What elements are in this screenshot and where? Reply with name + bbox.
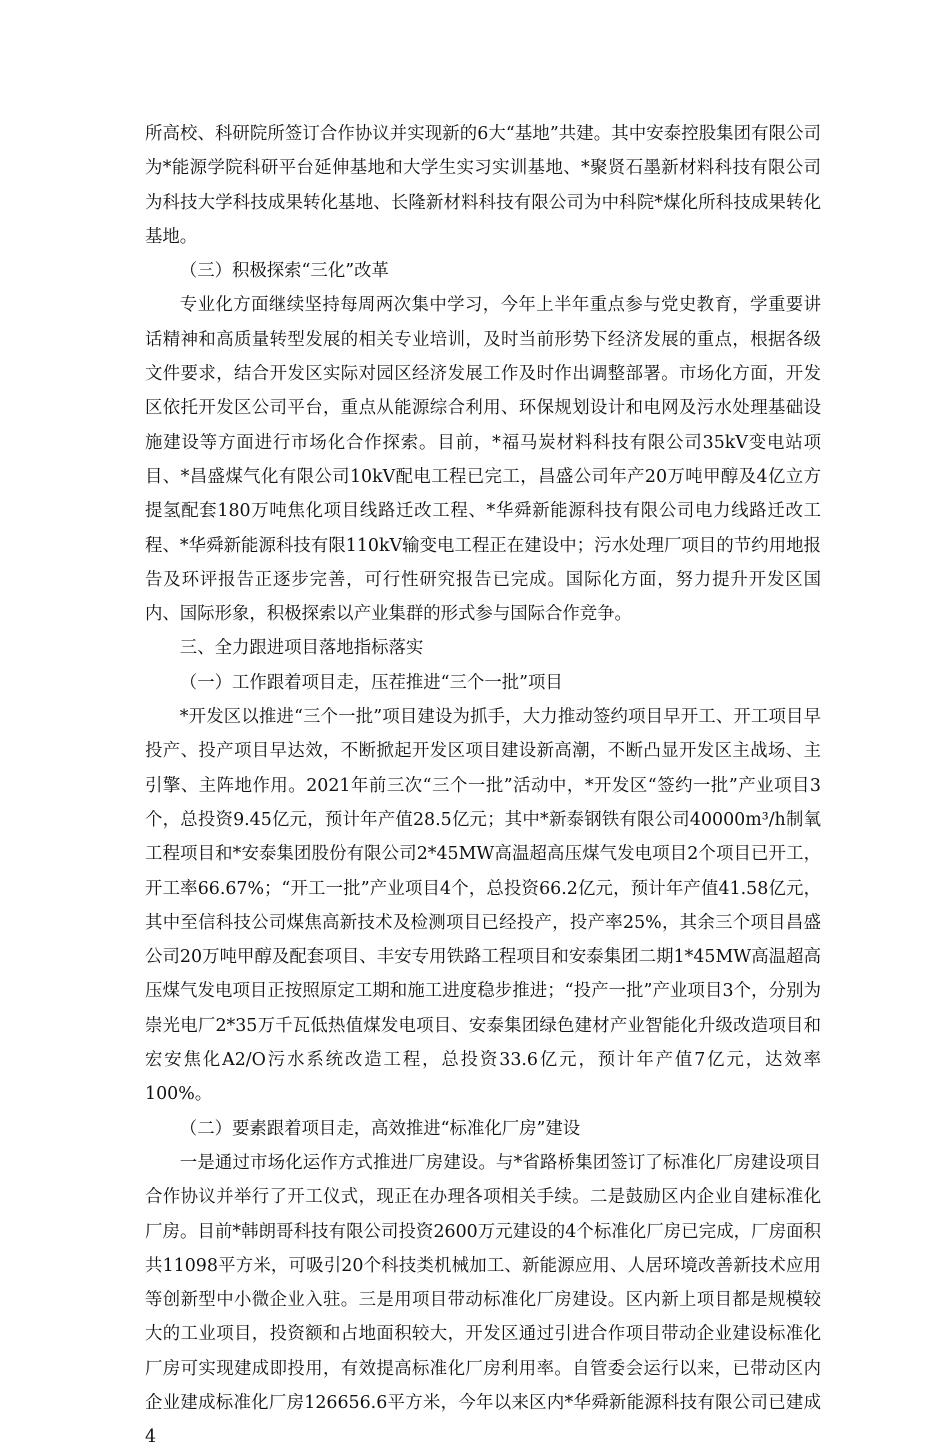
paragraph-standard-factories: 一是通过市场化运作方式推进厂房建设。与*省路桥集团签订了标准化厂房建设项目合作协议并举行了开工仪式，现正在办理各项相关手续。二是鼓励区内企业自建标准化厂房。目前*韩朗哥科技有限公司投资2600万元建设的4个标准化厂房已完成，厂房面积共11098平方米，可吸引20个科技类机械加工、新能源应用、人居环境改善新技术应用等创新型中小微企业入驻。三是用项目带动标准化厂房建设。区内新上项目都是规模较大的工业项目，投资额和占地面积较大，开发区通过引进合作项目带动企业建设标准化厂房可实现建成即投用，有效提高标准化厂房利用率。自管委会运行以来，已带动区内企业建成标准化厂房126656.6平方米，今年以来区内*华舜新能源科技有限公司已建成4 (145, 1152, 821, 1448)
heading-standard-factories: （二）要素跟着项目走，高效推进“标准化厂房”建设 (179, 1118, 581, 1139)
paragraph-reforms: 专业化方面继续坚持每周两次集中学习，今年上半年重点参与党史教育，学重要讲话精神和高质量转型发展的相关专业培训，及时当前形势下经济发展的重点，根据各级文件要求，结合开发区实际对园区经济发展工作及时作出调整部署。市场化方面，开发区依托开发区公司平台，重点从能源综合利用、环保规划设计和电网及污水处理基础设施建设等方面进行市场化合作探索。目前，*福马炭材料科技有限公司35kV变电站项目、*昌盛煤气化有限公司10kV配电工程已完工，昌盛公司年产20万吨甲醇及4亿立方提氢配套180万吨焦化项目线路迁改工程、*华舜新能源科技有限公司电力线路迁改工程、*华舜新能源科技有限110kV输变电工程正在建设中；污水处理厂项目的节约用地报告及环评报告正逐步完善，可行性研究报告已完成。国际化方面，努力提升开发区国内、国际形象，积极探索以产业集群的形式参与国际合作竞争。 (145, 295, 821, 625)
heading-section-three: 三、全力跟进项目落地指标落实 (179, 638, 424, 659)
document-body (145, 117, 821, 1455)
paragraph-three-batches: *开发区以推进“三个一批”项目建设为抓手，大力推动签约项目早开工、开工项目早投产、投产项目早达效，不断掀起开发区项目建设新高潮，不断凸显开发区主战场、主引擎、主阵地作用。2021年前三次“三个一批”活动中，*开发区“签约一批”产业项目3个，总投资9.45亿元，预计年产值28.5亿元；其中*新泰钢铁有限公司40000m³/h制氧工程项目和*安泰集团股份有限公司2*45MW高温超高压煤气发电项目2个项目已开工，开工率66.67%；“开工一批”产业项目4个，总投资66.2亿元，预计年产值41.58亿元，其中至信科技公司煤焦高新技术及检测项目已经投产，投产率25%，其余三个项目昌盛公司20万吨甲醇及配套项目、丰安专用铁路工程项目和安泰集团二期1*45MW高温超高压煤气发电项目正按照原定工期和施工进度稳步推进；“投产一批”产业项目3个，分别为崇光电厂2*35万千瓦低热值煤发电项目、安泰集团绿色建材产业智能化升级改造项目和宏安焦化A2/O污水系统改造工程，总投资33.6亿元，预计年产值7亿元，达效率100%。 (145, 707, 821, 1105)
heading-three-batches: （一）工作跟着项目走，压茬推进“三个一批”项目 (179, 672, 563, 693)
heading-three-reforms: （三）积极探索“三化”改革 (179, 261, 389, 282)
paragraph-cooperation-bases: 所高校、科研院所签订合作协议并实现新的6大“基地”共建。其中安泰控股集团有限公司为*能源学院科研平台延伸基地和大学生实习实训基地、*聚贤石墨新材料科技有限公司为科技大学科技成果转化基地、长隆新材料科技有限公司为中科院*煤化所科技成果转化基地。 (145, 124, 821, 247)
